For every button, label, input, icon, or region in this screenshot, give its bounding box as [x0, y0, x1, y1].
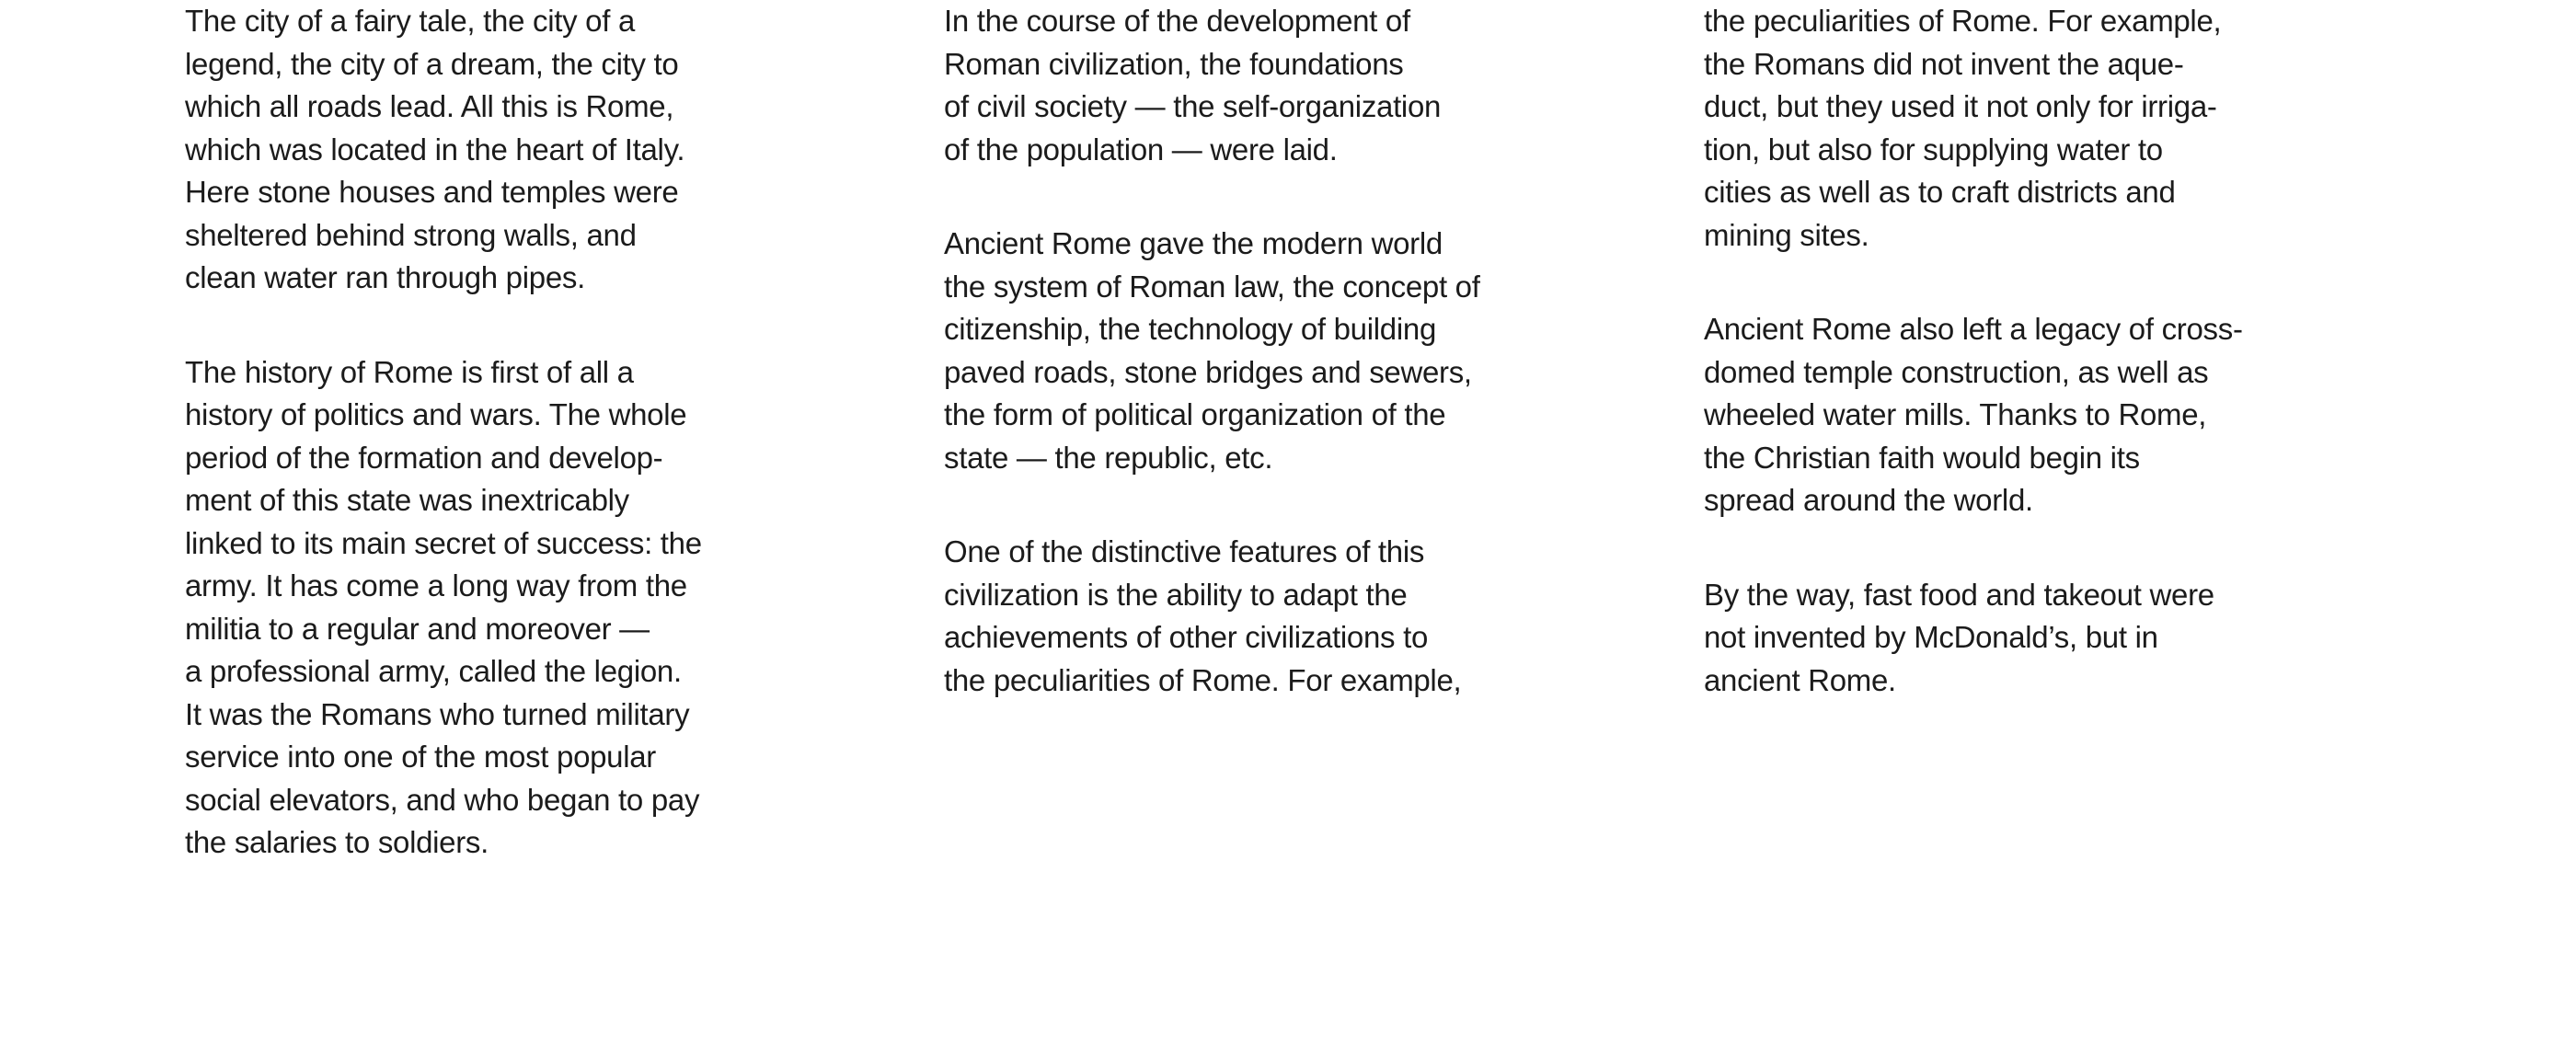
- text-column-1: [185, 0, 774, 916]
- text-line: linked to its main secret of success: the: [185, 525, 702, 560]
- text-line: cities as well as to craft districts and: [1704, 175, 2176, 209]
- text-line: By the way, fast food and takeout were: [1704, 577, 2214, 612]
- text-line: the form of political organization of the: [944, 397, 1446, 431]
- text-line: spread around the world.: [1704, 483, 2033, 517]
- text-line: One of the distinctive features of this: [944, 534, 1425, 568]
- text-line: In the course of the development of: [944, 4, 1410, 38]
- text-line: Roman civilization, the foundations: [944, 46, 1404, 81]
- text-line: ancient Rome.: [1704, 662, 1896, 697]
- text-line: a professional army, called the legion.: [185, 654, 682, 688]
- text-line: the system of Roman law, the concept of: [944, 269, 1480, 304]
- text-line: domed temple construction, as well as: [1704, 354, 2209, 389]
- paragraph: [1704, 574, 2293, 703]
- text-line: which all roads lead. All this is Rome,: [185, 89, 674, 123]
- text-line: the Christian faith would begin its: [1704, 440, 2140, 475]
- text-line: which was located in the heart of Italy.: [185, 132, 685, 166]
- paragraph: [944, 223, 1533, 479]
- text-line: wheeled water mills. Thanks to Rome,: [1704, 397, 2207, 431]
- text-line: clean water ran through pipes.: [185, 260, 585, 294]
- text-line: mining sites.: [1704, 217, 1869, 252]
- text-line: army. It has come a long way from the: [185, 568, 687, 602]
- text-line: of the population — were laid.: [944, 132, 1338, 166]
- text-line: The history of Rome is first of all a: [185, 354, 634, 389]
- text-line: militia to a regular and moreover —: [185, 611, 650, 646]
- text-line: social elevators, and who began to pay: [185, 782, 700, 817]
- text-line: not invented by McDonald’s, but in: [1704, 620, 2158, 654]
- text-line: It was the Romans who turned military: [185, 696, 690, 731]
- text-column-2: [944, 0, 1533, 753]
- text-line: the peculiarities of Rome. For example,: [1704, 4, 2222, 38]
- text-column-3: [1704, 0, 2293, 753]
- text-line: tion, but also for supplying water to: [1704, 132, 2163, 166]
- text-line: citizenship, the technology of building: [944, 312, 1436, 346]
- text-line: Ancient Rome gave the modern world: [944, 226, 1443, 260]
- paragraph: [185, 351, 774, 865]
- text-line: state — the republic, etc.: [944, 440, 1273, 475]
- text-line: the peculiarities of Rome. For example,: [944, 662, 1462, 697]
- text-line: Here stone houses and temples were: [185, 175, 679, 209]
- text-line: duct, but they used it not only for irriga-: [1704, 89, 2217, 123]
- paragraph: [1704, 308, 2293, 522]
- paragraph: [1704, 0, 2293, 257]
- text-line: sheltered behind strong walls, and: [185, 217, 637, 252]
- text-line: of civil society — the self-organization: [944, 89, 1442, 123]
- text-line: The city of a fairy tale, the city of a: [185, 4, 636, 38]
- text-line: service into one of the most popular: [185, 740, 656, 774]
- paragraph: [944, 0, 1533, 171]
- text-line: the Romans did not invent the aque-: [1704, 46, 2184, 81]
- text-line: period of the formation and develop-: [185, 440, 663, 475]
- paragraph: [185, 0, 774, 300]
- text-line: paved roads, stone bridges and sewers,: [944, 354, 1472, 389]
- text-line: history of politics and wars. The whole: [185, 397, 687, 431]
- text-line: Ancient Rome also left a legacy of cross-: [1704, 312, 2243, 346]
- text-line: ment of this state was inextricably: [185, 483, 629, 517]
- text-line: civilization is the ability to adapt the: [944, 577, 1408, 612]
- text-line: legend, the city of a dream, the city to: [185, 46, 679, 81]
- paragraph: [944, 531, 1533, 702]
- text-line: the salaries to soldiers.: [185, 825, 489, 859]
- text-line: achievements of other civilizations to: [944, 620, 1429, 654]
